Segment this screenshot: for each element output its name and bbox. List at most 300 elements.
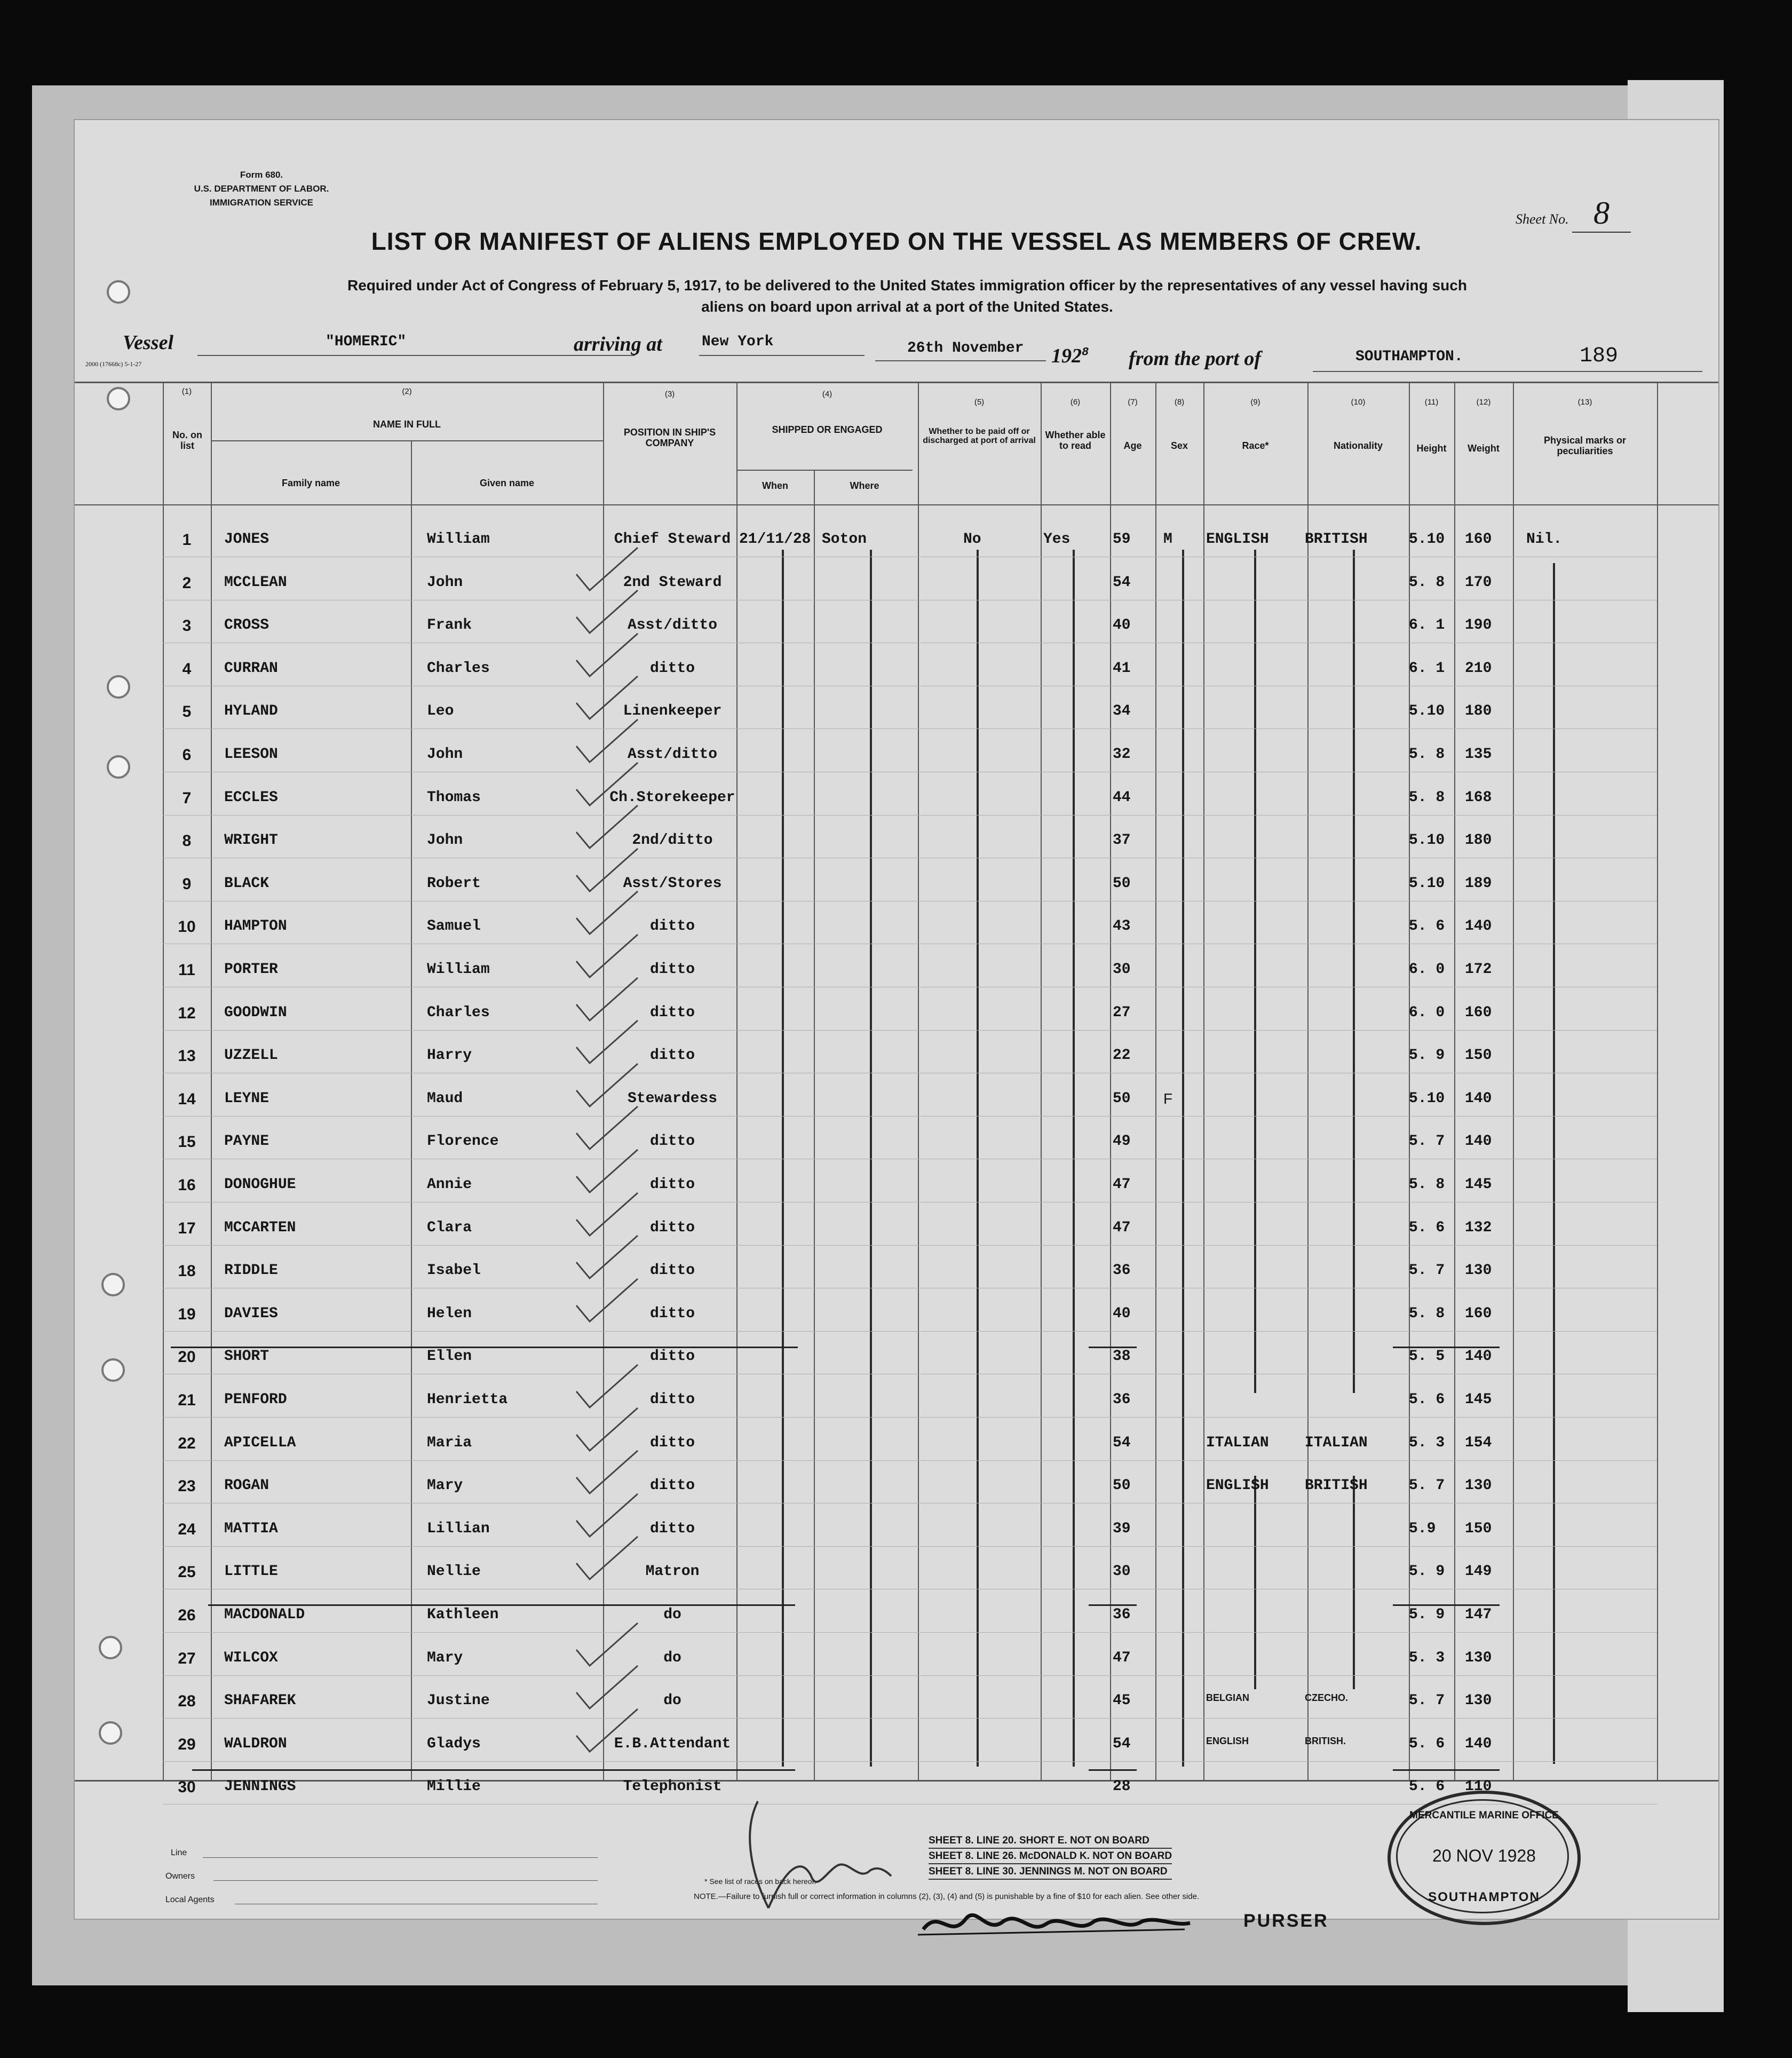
check-mark-icon [571,889,640,937]
height: 5. 8 [1409,789,1445,806]
row-number: 15 [178,1133,196,1151]
ditto-line-race [1254,550,1256,1393]
col-11-label: Height [1416,443,1447,454]
position: ditto [649,1262,695,1279]
family-name: PENFORD [224,1391,287,1408]
ditto-line-read [1073,550,1075,1767]
row-number: 13 [178,1047,196,1065]
age: 36 [1113,1391,1131,1408]
position: ditto [649,1391,695,1408]
col-divider [918,382,919,1780]
weight: 140 [1465,1735,1492,1752]
height: 5. 6 [1409,1735,1445,1752]
family-name: UZZELL [224,1047,278,1064]
col-divider [1657,382,1658,1780]
col-divider [163,382,164,1780]
position: ditto [649,961,695,978]
col-9-num: (9) [1250,398,1260,407]
age: 47 [1113,1176,1131,1193]
arrival-date: 26th November [907,340,1024,357]
name-subrule [211,440,603,441]
weight: 130 [1465,1692,1492,1709]
row-number: 17 [178,1219,196,1237]
position: ditto [649,1004,695,1021]
family-name: ECCLES [224,789,278,806]
owners-underline [213,1880,598,1881]
age: 28 [1113,1778,1131,1795]
form-title: LIST OR MANIFEST OF ALIENS EMPLOYED ON THE VESSEL AS MEMBERS OF CREW. [371,227,1422,255]
given-name: Samuel [427,918,481,935]
height: 5. 8 [1409,1305,1445,1322]
family-name: SHAFAREK [224,1692,296,1709]
position: do [663,1649,681,1666]
row-rule [163,1460,1657,1461]
weight: 130 [1465,1649,1492,1666]
department: U.S. DEPARTMENT OF LABOR. [194,184,329,194]
race: ENGLISH [1206,531,1269,548]
family-name: HAMPTON [224,918,287,935]
check-mark-icon [571,1276,640,1324]
manifest-sheet [75,120,1718,1931]
punch-hole [99,1636,122,1659]
check-mark-icon [571,1448,640,1496]
height: 6. 1 [1409,660,1445,677]
given-name: Robert [427,875,481,892]
weight: 170 [1465,574,1492,591]
col-6-label: Whether able to read [1045,430,1106,451]
age: 59 [1113,531,1131,548]
family-name: MACDONALD [224,1606,305,1623]
position: ditto [649,918,695,935]
arriving-port: New York [702,334,774,350]
height: 5. 8 [1409,574,1445,591]
given-name: Henrietta [427,1391,508,1408]
position: ditto [649,1176,695,1193]
age: 27 [1113,1004,1131,1021]
row-rule [163,1116,1657,1117]
given-name: Ellen [427,1348,472,1365]
nationality: ITALIAN [1305,1434,1368,1451]
row-number: 3 [182,617,192,635]
height: 6. 1 [1409,617,1445,634]
stamp-bottom-text: SOUTHAMPTON [1428,1890,1540,1904]
family-name: APICELLA [224,1434,296,1451]
punch-hole [101,1273,125,1296]
check-mark-icon [571,846,640,894]
row-number: 11 [178,961,195,979]
weight: 149 [1465,1563,1492,1580]
race: ENGLISH [1206,1477,1269,1494]
family-name: SHORT [224,1348,269,1365]
given-name: Justine [427,1692,490,1709]
purser-label: PURSER [1243,1911,1329,1931]
col-11-num: (11) [1424,398,1439,407]
check-mark-icon [571,1362,640,1410]
given-name: Kathleen [427,1606,499,1623]
row-rule [163,1718,1657,1719]
not-on-board-notes [929,1833,1172,1880]
position: ditto [649,1434,695,1451]
age: 54 [1113,1735,1131,1752]
age: 40 [1113,617,1131,634]
age: 40 [1113,1305,1131,1322]
position: Telephonist [623,1778,722,1795]
family-name: DONOGHUE [224,1176,296,1193]
row-rule [163,1245,1657,1246]
weight: 180 [1465,832,1492,849]
height: 5.9 [1409,1520,1436,1537]
strike-row-20 [171,1347,798,1348]
family-name: MCCARTEN [224,1219,296,1236]
row-number: 25 [178,1563,196,1581]
family-name: WALDRON [224,1735,287,1752]
row-rule [163,1546,1657,1547]
weight: 110 [1465,1778,1492,1795]
table-top-rule [75,382,1718,383]
given-name: Florence [427,1133,499,1150]
given-name-header: Given name [479,478,535,488]
position: Stewardess [627,1090,718,1107]
stamp-date: 20 NOV 1928 [1432,1846,1536,1865]
age: 32 [1113,746,1131,763]
vessel-name: "HOMERIC" [326,334,407,350]
sex: M [1163,531,1172,548]
given-name: Thomas [427,789,481,806]
col-divider [1454,382,1455,1780]
intro-line-2: aliens on board upon arrival at a port of the United States. [701,298,1113,315]
check-mark-icon [571,1491,640,1539]
height: 5.10 [1409,832,1445,849]
year-prefix: 192 [1051,345,1082,367]
height: 5. 6 [1409,1219,1445,1236]
position: 2nd Steward [623,574,722,591]
col-4-label: SHIPPED OR ENGAGED [772,424,883,435]
position: Asst/Stores [623,875,722,892]
age: 44 [1113,789,1131,806]
col-13-label: Physical marks or peculiarities [1543,435,1627,456]
given-name: Gladys [427,1735,481,1752]
shipped-when: 21/11/28 [739,531,811,548]
weight: 160 [1465,1305,1492,1322]
weight: 160 [1465,1004,1492,1021]
punch-hole [107,280,130,304]
weight: 210 [1465,660,1492,677]
vessel-underline [197,355,635,356]
weight: 140 [1465,1348,1492,1365]
family-name: BLACK [224,875,269,892]
col-12-label: Weight [1468,443,1500,454]
given-name: Maud [427,1090,463,1107]
weight: 189 [1465,875,1492,892]
position: ditto [649,1047,695,1064]
row-rule [163,1417,1657,1418]
strike-row-20-age [1089,1347,1137,1348]
check-mark-icon [571,1018,640,1066]
col-1-num: (1) [181,387,192,396]
weight: 150 [1465,1520,1492,1537]
height: 5.10 [1409,1090,1445,1107]
family-name: MCCLEAN [224,574,287,591]
weight: 168 [1465,789,1492,806]
age: 37 [1113,832,1131,849]
age: 50 [1113,1090,1131,1107]
height: 5. 6 [1409,1778,1445,1795]
height: 6. 0 [1409,1004,1445,1021]
col-12-num: (12) [1476,398,1491,407]
height: 5. 6 [1409,1391,1445,1408]
col-9-label: Race* [1242,440,1269,451]
height: 5. 8 [1409,1176,1445,1193]
check-mark-icon [571,1620,640,1668]
when-header: When [762,480,788,491]
ditto-line-nat-2 [1353,1476,1355,1689]
weight: 150 [1465,1047,1492,1064]
check-mark-icon [571,717,640,765]
nationality: BRITISH [1305,1477,1368,1494]
year [1051,344,1089,368]
check-mark-icon [571,932,640,980]
row-number: 24 [178,1520,196,1538]
given-name: Mary [427,1477,463,1494]
weight: 140 [1465,918,1492,935]
row-number: 23 [178,1477,196,1495]
age: 49 [1113,1133,1131,1150]
position: E.B.Attendant [614,1735,731,1752]
row-rule [163,1030,1657,1031]
row-number: 4 [182,660,192,678]
height: 5. 7 [1409,1477,1445,1494]
position: ditto [649,1305,695,1322]
year-suffix: 8 [1082,345,1089,359]
shipped-subrule [736,470,913,471]
row-rule [163,815,1657,816]
weight: 147 [1465,1606,1492,1623]
age: 30 [1113,961,1131,978]
note-line-30: SHEET 8. LINE 30. JENNINGS M. NOT ON BOARD [929,1864,1172,1880]
check-mark-icon [571,1147,640,1195]
height: 5.10 [1409,703,1445,720]
race: ITALIAN [1206,1434,1269,1451]
col-13-num: (13) [1577,398,1592,407]
sheet-label: Sheet No. [1516,211,1569,227]
check-mark-icon [571,588,640,636]
age: 41 [1113,660,1131,677]
ditto-line-when [782,550,784,1767]
row-number: 27 [178,1649,196,1667]
position: ditto [649,1133,695,1150]
punch-hole [107,387,130,410]
able-to-read: Yes [1043,531,1071,548]
col-divider [1155,382,1156,1780]
height: 5. 7 [1409,1692,1445,1709]
age: 54 [1113,1434,1131,1451]
age: 50 [1113,1477,1131,1494]
weight: 160 [1465,531,1492,548]
family-name: CROSS [224,617,269,634]
age: 38 [1113,1348,1131,1365]
check-mark-icon [571,803,640,851]
age: 34 [1113,703,1131,720]
note-line-20: SHEET 8. LINE 20. SHORT E. NOT ON BOARD [929,1833,1172,1849]
age: 36 [1113,1606,1131,1623]
col-2-label: NAME IN FULL [373,419,441,430]
agents-label: Local Agents [165,1895,215,1904]
weight: 145 [1465,1176,1492,1193]
given-name: John [427,832,463,849]
punch-hole [99,1721,122,1745]
row-number: 19 [178,1305,196,1323]
col-divider [211,382,212,1780]
row-number: 1 [182,531,192,549]
row-rule [163,1632,1657,1633]
height: 6. 0 [1409,961,1445,978]
row-number: 14 [178,1090,196,1108]
note-line-26: SHEET 8. LINE 26. McDONALD K. NOT ON BOARD [929,1849,1172,1864]
sheet-number: 8 [1572,195,1631,233]
col-5-label: Whether to be paid off or discharged at port of arrival [923,427,1036,445]
col-divider [1307,382,1309,1780]
col-divider [1041,382,1042,1780]
age: 43 [1113,918,1131,935]
intro [192,275,1622,318]
check-mark-icon [571,1061,640,1109]
col-2-num: (2) [402,387,412,396]
given-name: Nellie [427,1563,481,1580]
check-mark-icon [571,975,640,1023]
height: 5. 7 [1409,1133,1445,1150]
weight: 180 [1465,703,1492,720]
row-number: 8 [182,832,192,850]
nationality: BRITISH [1305,531,1368,548]
check-mark-icon [571,1663,640,1711]
col-divider [1110,382,1111,1780]
given-name: Clara [427,1219,472,1236]
height: 5. 8 [1409,746,1445,763]
col-6-num: (6) [1070,398,1081,407]
col-10-num: (10) [1351,398,1366,407]
ditto-line-where [870,550,872,1767]
row-number: 26 [178,1606,196,1624]
age: 45 [1113,1692,1131,1709]
position: ditto [649,1348,695,1365]
position: Ch.Storekeeper [609,789,735,806]
family-name: LEYNE [224,1090,269,1107]
age: 36 [1113,1262,1131,1279]
given-name: Helen [427,1305,472,1322]
height: 5. 5 [1409,1348,1445,1365]
weight: 130 [1465,1477,1492,1494]
family-name: RIDDLE [224,1262,278,1279]
strike-row-20-hw [1393,1347,1500,1348]
family-name: ROGAN [224,1477,269,1494]
row-number: 18 [178,1262,196,1280]
height: 5. 7 [1409,1262,1445,1279]
col-7-num: (7) [1128,398,1138,407]
family-name: LEESON [224,746,278,763]
ditto-line-race-2 [1254,1476,1256,1689]
strike-row-26-age [1089,1604,1137,1606]
given-name: Harry [427,1047,472,1064]
form-number: Form 680. [240,170,283,180]
ditto-line-nat [1353,550,1355,1393]
position: do [663,1606,681,1623]
row-rule [163,1675,1657,1676]
port-underline [699,355,865,356]
weight: 140 [1465,1090,1492,1107]
service: IMMIGRATION SERVICE [210,197,313,208]
col-3-num: (3) [664,390,675,399]
check-mark-icon [571,1190,640,1238]
table-header-rule [75,504,1718,505]
family-name: PORTER [224,961,278,978]
ditto-line-marks [1553,563,1555,1764]
age: 30 [1113,1563,1131,1580]
line-label: Line [171,1848,187,1857]
col-divider [1513,382,1514,1780]
family-name: WRIGHT [224,832,278,849]
given-name: Millie [427,1778,481,1795]
weight: 132 [1465,1219,1492,1236]
row-number: 2 [182,574,192,592]
race: BELGIAN [1206,1692,1249,1704]
where-header: Where [850,480,879,491]
row-number: 10 [178,918,196,936]
age: 39 [1113,1520,1131,1537]
weight: 154 [1465,1434,1492,1451]
weight: 145 [1465,1391,1492,1408]
intro-line-1: Required under Act of Congress of February 5, 1917, to be delivered to the United States immigration officer by the representatives of any vessel having such [347,277,1467,294]
family-name: HYLAND [224,703,278,720]
weight: 190 [1465,617,1492,634]
strike-row-30 [192,1769,795,1771]
row-number: 22 [178,1434,196,1452]
position: do [663,1692,681,1709]
stamp-top-text: MERCANTILE MARINE OFFICE [1409,1810,1559,1821]
col-divider [814,470,815,1780]
col-divider [1203,382,1204,1780]
from-port-label: from the port of [1129,347,1262,370]
given-name: Isabel [427,1262,481,1279]
col-3-label: POSITION IN SHIP'S COMPANY [623,427,716,448]
col-5-num: (5) [974,398,985,407]
punishment-note: NOTE.—Failure to furnish full or correct information in columns (2), (3), (4) and (5) is punishable by a fine of $10 for each alien. See other side. [694,1892,1200,1901]
punch-hole [107,755,130,779]
given-name: Lillian [427,1520,490,1537]
position: ditto [649,1477,695,1494]
family-name: MATTIA [224,1520,278,1537]
row-number: 16 [178,1176,196,1194]
date-underline [875,360,1046,361]
given-name: Annie [427,1176,472,1193]
family-name: LITTLE [224,1563,278,1580]
col-8-num: (8) [1174,398,1185,407]
strike-row-30-hw [1393,1769,1500,1771]
age: 50 [1113,875,1131,892]
row-rule [163,1331,1657,1332]
print-code: 2000 (17668c) 5-1-27 [85,360,142,368]
race: ENGLISH [1206,1735,1249,1746]
family-name-header: Family name [281,478,340,488]
family-name: WILCOX [224,1649,278,1666]
races-note: * See list of races on back hereof. [704,1877,816,1886]
position: Linenkeeper [623,703,722,720]
vessel-label: Vessel [123,331,173,354]
family-name: JONES [224,531,269,548]
col-divider [411,440,412,1780]
check-mark-icon [571,545,640,593]
family-name: PAYNE [224,1133,269,1150]
check-mark-icon [571,631,640,679]
